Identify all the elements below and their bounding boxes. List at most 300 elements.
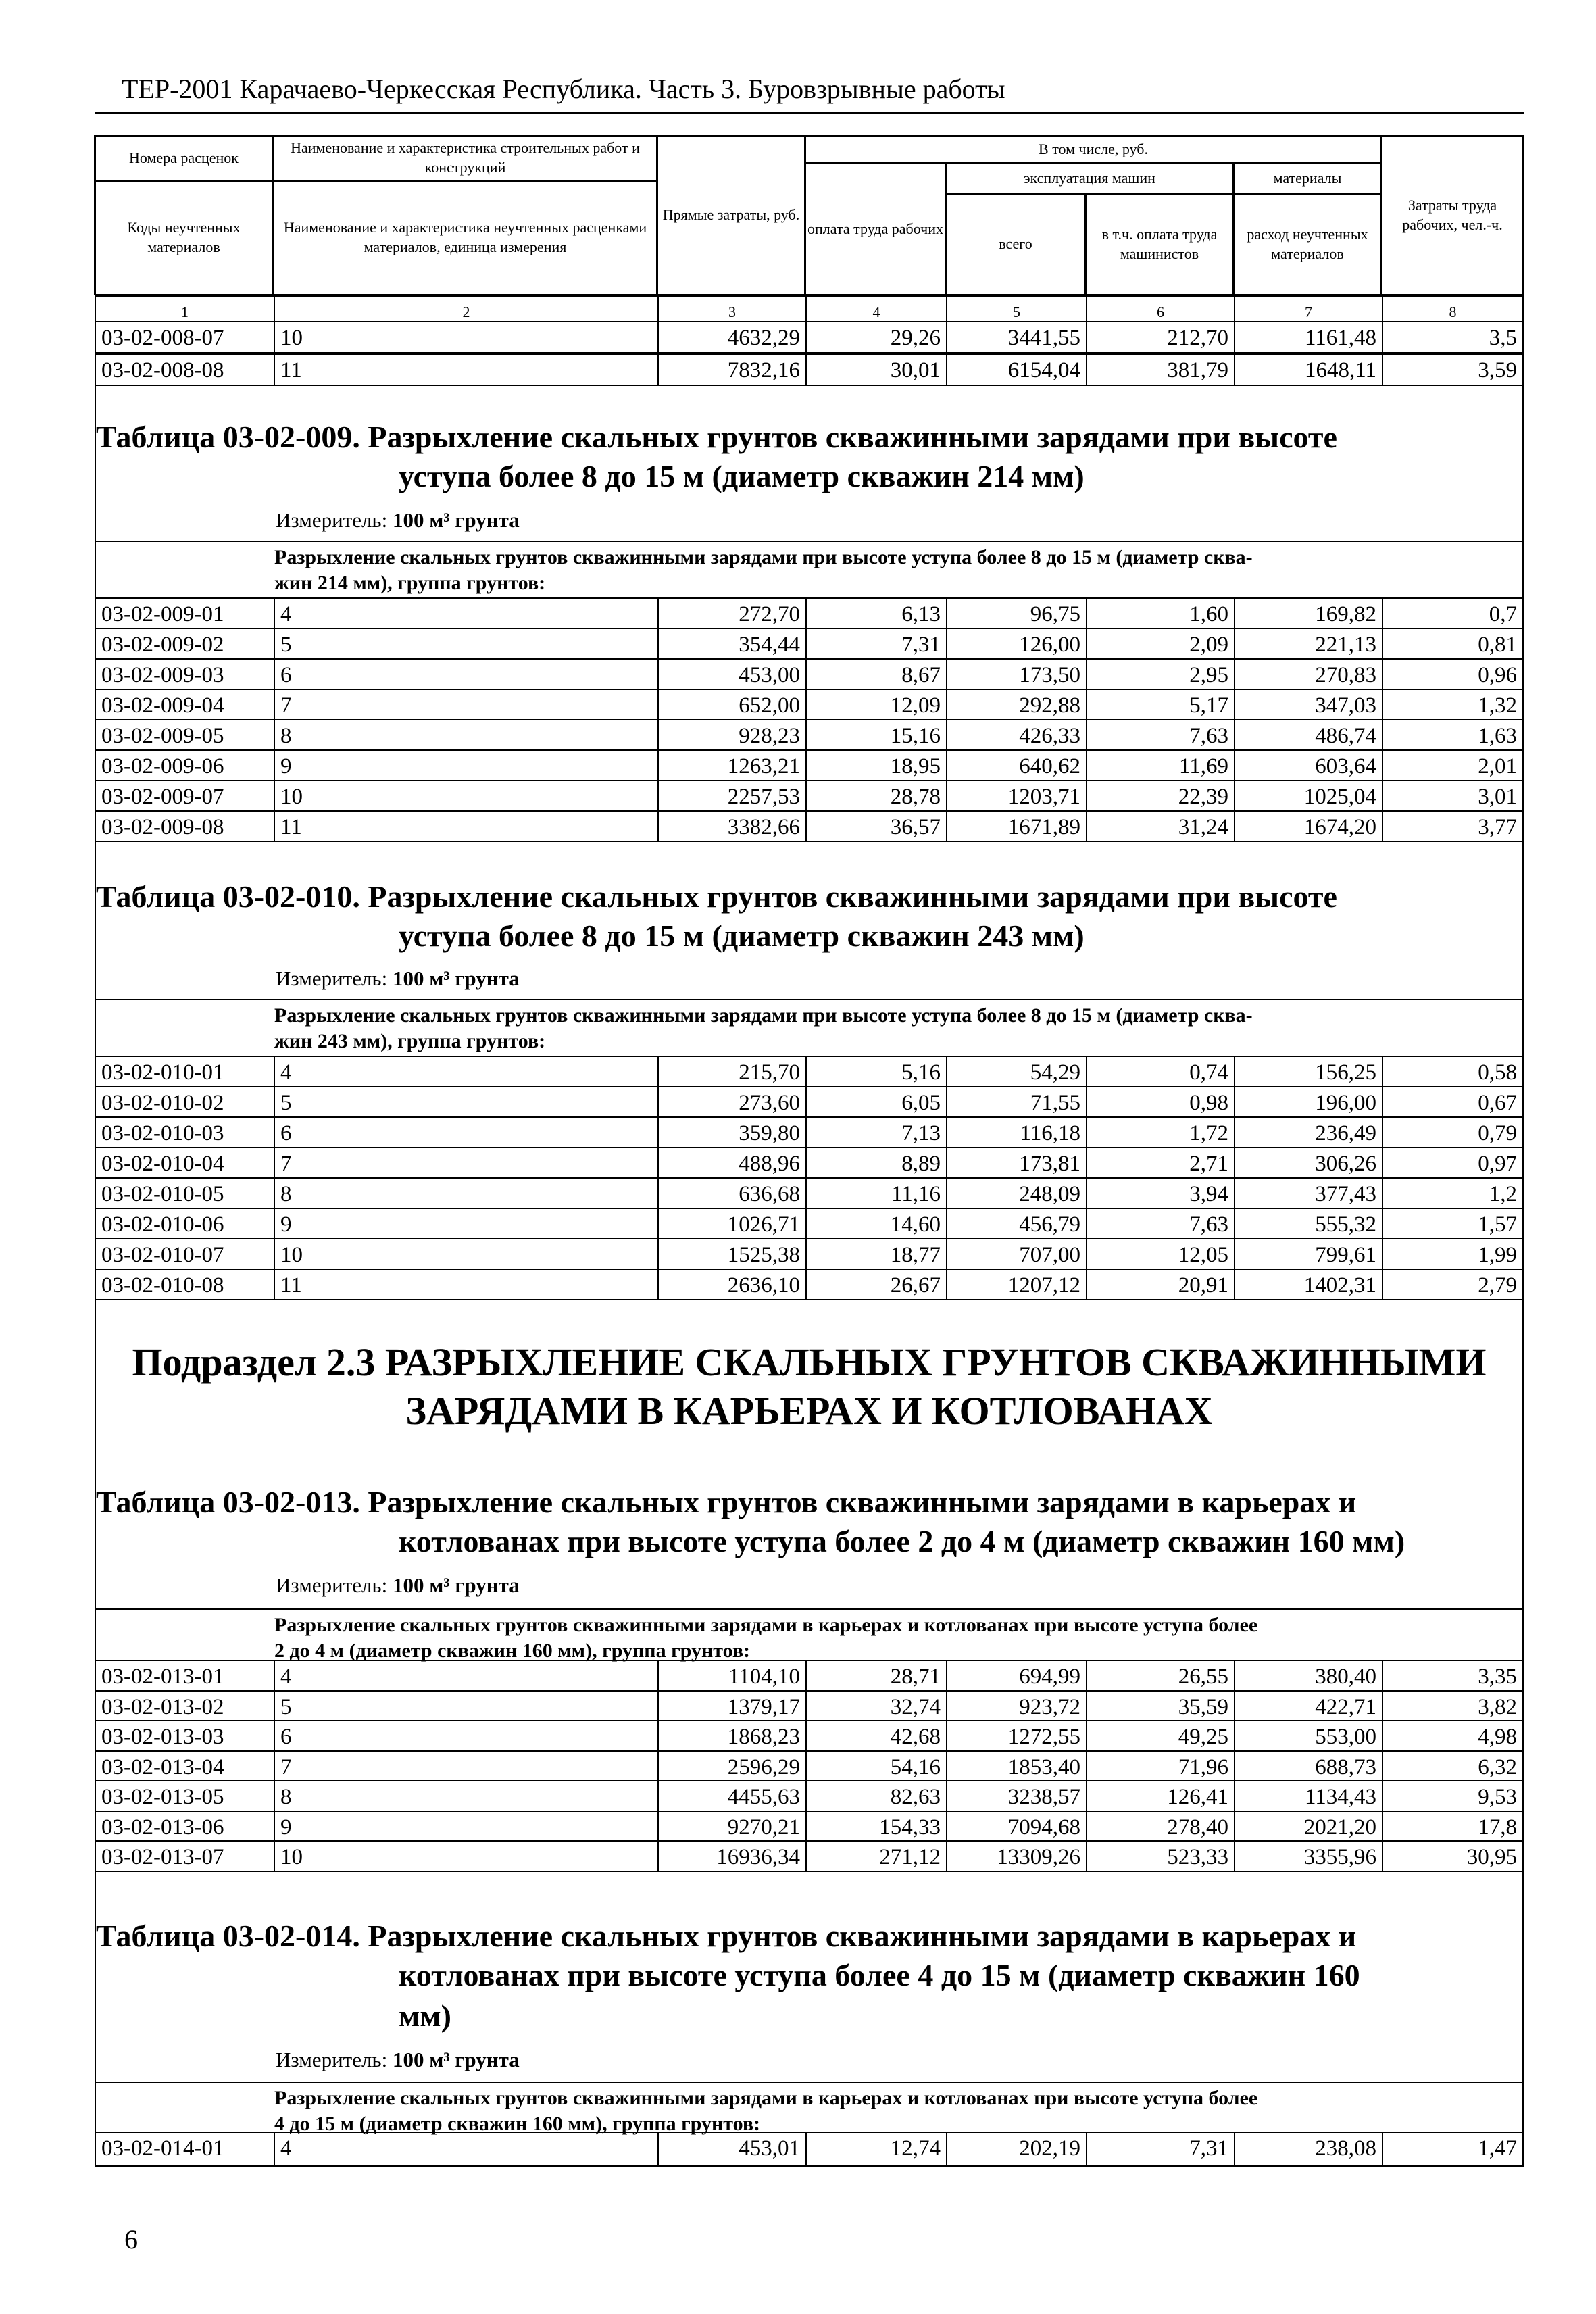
measure-unit [276,1573,520,1598]
table-cell: 15,16 [805,719,946,751]
table-cell: 31,24 [1086,810,1234,842]
table-label: Таблица 03-02-014. [96,1919,360,1953]
table-cell: 8,67 [805,658,946,690]
table-cell: 49,25 [1086,1720,1234,1752]
table-cell: 7,31 [805,628,946,660]
table-cell: 26,67 [805,1269,946,1300]
table-cell: 35,59 [1086,1690,1234,1722]
table-cell: 173,81 [946,1147,1086,1179]
section-caption-line: жин 243 мм), группа грунтов: [274,1030,546,1052]
table-row [95,1208,1524,1239]
table-cell: 2,09 [1086,628,1234,660]
table-cell: 9,53 [1382,1780,1524,1812]
table-cell: 1,60 [1086,597,1234,629]
col-rate-number-header: Номера расценок [94,135,274,181]
table-cell: 2,79 [1382,1269,1524,1300]
table-cell: 1263,21 [657,749,805,781]
table-cell: 694,99 [946,1660,1086,1692]
section-caption-line: Разрыхление скальных грунтов скважинными зарядами при высоте уступа более 8 до 15 м (диаметр сква- [274,1004,1253,1027]
table-cell: 486,74 [1234,719,1382,751]
table-cell: 236,49 [1234,1116,1382,1148]
column-number: 4 [805,295,946,322]
table-cell: 3,01 [1382,780,1524,812]
table-cell: 1402,31 [1234,1269,1382,1300]
measure-value: 100 м³ грунта [392,2048,520,2071]
section-caption-line: жин 214 мм), группа грунтов: [274,572,546,594]
table-title-line: мм) [399,1998,451,2033]
table-cell: 688,73 [1234,1750,1382,1782]
column-number: 5 [946,295,1086,322]
table-row [95,1811,1524,1842]
table-cell: 03-02-009-01 [95,597,274,629]
table-cell: 03-02-008-08 [95,353,274,386]
table-cell: 7,31 [1086,2132,1234,2167]
table-row [95,1116,1524,1148]
table-cell: 11 [274,353,657,386]
table-row [95,1690,1524,1722]
table-cell: 17,8 [1382,1811,1524,1842]
table-cell: 13309,26 [946,1840,1086,1872]
table-cell: 1025,04 [1234,780,1382,812]
table-row [95,597,1524,629]
table-cell: 1207,12 [946,1269,1086,1300]
table-cell: 71,55 [946,1086,1086,1118]
table-cell: 12,05 [1086,1238,1234,1270]
table-cell: 3238,57 [946,1780,1086,1812]
table-cell: 30,01 [805,353,946,386]
table-cell: 1674,20 [1234,810,1382,842]
table-cell: 5 [274,1690,657,1722]
table-cell: 11 [274,810,657,842]
header-divider [95,112,1524,114]
table-cell: 707,00 [946,1238,1086,1270]
running-header: ТЕР-2001 Карачаево-Черкесская Республика. Часть 3. Буровзрывные работы [122,74,1005,104]
table-cell: 03-02-008-07 [95,321,274,353]
table-row [95,658,1524,690]
page-number: 6 [124,2224,138,2255]
table-cell: 248,09 [946,1177,1086,1209]
table-cell: 4,98 [1382,1720,1524,1752]
section-caption [95,2082,1524,2137]
table-cell: 154,33 [805,1811,946,1842]
table-cell: 28,71 [805,1660,946,1692]
table-cell: 36,57 [805,810,946,842]
table-cell: 03-02-010-08 [95,1269,274,1300]
table-cell: 2596,29 [657,1750,805,1782]
table-cell: 18,95 [805,749,946,781]
table-cell: 0,81 [1382,628,1524,660]
table-cell: 8 [274,1780,657,1812]
table-cell: 4632,29 [657,321,805,353]
table-cell: 0,67 [1382,1086,1524,1118]
table-cell: 8 [274,1177,657,1209]
table-cell: 173,50 [946,658,1086,690]
table-cell: 03-02-009-08 [95,810,274,842]
table-cell: 377,43 [1234,1177,1382,1209]
table-cell: 9 [274,749,657,781]
table-cell: 0,58 [1382,1056,1524,1087]
table-cell: 652,00 [657,689,805,720]
table-cell: 03-02-009-05 [95,719,274,751]
table-row [95,2132,1524,2167]
table-cell: 169,82 [1234,597,1382,629]
col-material-name-header: Наименование и характеристика неучтенных расценками материалов, единица измерения [273,180,657,295]
table-cell: 270,83 [1234,658,1382,690]
table-cell: 0,74 [1086,1056,1234,1087]
table-label: Таблица 03-02-013. [96,1485,360,1519]
table-title-line: уступа более 8 до 15 м (диаметр скважин 214 мм) [399,459,1084,493]
table-cell: 553,00 [1234,1720,1382,1752]
col-group-header: В том числе, руб. [805,135,1382,164]
table-cell: 28,78 [805,780,946,812]
table-row [95,1720,1524,1752]
table-cell: 7 [274,1750,657,1782]
table-cell: 1379,17 [657,1690,805,1722]
table-cell: 10 [274,1840,657,1872]
table-row [95,1840,1524,1872]
table-cell: 1648,11 [1234,353,1382,386]
table-cell: 3,94 [1086,1177,1234,1209]
table-cell: 03-02-013-07 [95,1840,274,1872]
section-caption [95,541,1524,596]
table-cell: 9 [274,1811,657,1842]
table-cell: 3382,66 [657,810,805,842]
col-material-usage-header: расход неучтенных материалов [1233,193,1382,295]
table-cell: 488,96 [657,1147,805,1179]
table-cell: 215,70 [657,1056,805,1087]
table-cell: 4455,63 [657,1780,805,1812]
table-cell: 7 [274,1147,657,1179]
column-number: 2 [274,295,657,322]
table-cell: 2257,53 [657,780,805,812]
table-cell: 1272,55 [946,1720,1086,1752]
table-cell: 03-02-010-02 [95,1086,274,1118]
table-cell: 0,7 [1382,597,1524,629]
table-cell: 271,12 [805,1840,946,1872]
table-cell: 0,98 [1086,1086,1234,1118]
table-title-line [96,1918,1356,1954]
table-row [95,780,1524,812]
table-title-line: котлованах при высоте уступа более 4 до 15 м (диаметр скважин 160 [399,1958,1360,1992]
table-title-text: Разрыхление скальных грунтов скважинными зарядами при высоте [368,420,1337,454]
table-row [95,1660,1524,1692]
table-cell: 11,16 [805,1177,946,1209]
section-caption [95,1608,1524,1664]
table-title-text: Разрыхление скальных грунтов скважинными зарядами в карьерах и [368,1485,1357,1519]
table-cell: 1671,89 [946,810,1086,842]
table-cell: 20,91 [1086,1269,1234,1300]
table-cell: 54,16 [805,1750,946,1782]
table-cell: 2021,20 [1234,1811,1382,1842]
table-cell: 3,35 [1382,1660,1524,1692]
table-cell: 7832,16 [657,353,805,386]
table-cell: 16936,34 [657,1840,805,1872]
table-cell: 10 [274,1238,657,1270]
table-cell: 1,32 [1382,689,1524,720]
table-cell: 636,68 [657,1177,805,1209]
table-cell: 03-02-010-06 [95,1208,274,1239]
table-cell: 9270,21 [657,1811,805,1842]
table-cell: 7094,68 [946,1811,1086,1842]
table-cell: 71,96 [1086,1750,1234,1782]
table-cell: 126,00 [946,628,1086,660]
table-cell: 10 [274,321,657,353]
table-row [95,1086,1524,1118]
measure-unit [276,966,520,991]
table-cell: 03-02-009-02 [95,628,274,660]
table-cell: 14,60 [805,1208,946,1239]
table-row [95,749,1524,781]
table-cell: 4 [274,1660,657,1692]
table-cell: 54,29 [946,1056,1086,1087]
table-row [95,1269,1524,1300]
table-cell: 2,95 [1086,658,1234,690]
table-row [95,1780,1524,1812]
col-machines-header: эксплуатация машин [945,163,1234,194]
table-cell: 12,74 [805,2132,946,2167]
table-row [95,353,1524,386]
table-cell: 799,61 [1234,1238,1382,1270]
table-cell: 6,05 [805,1086,946,1118]
col-machines-total-header: всего [945,193,1086,295]
table-cell: 1134,43 [1234,1780,1382,1812]
table-cell: 1525,38 [657,1238,805,1270]
table-row [95,689,1524,720]
table-cell: 03-02-013-04 [95,1750,274,1782]
table-cell: 1853,40 [946,1750,1086,1782]
table-cell: 3,82 [1382,1690,1524,1722]
table-cell: 202,19 [946,2132,1086,2167]
table-label: Таблица 03-02-010. [96,879,360,914]
table-cell: 359,80 [657,1116,805,1148]
table-cell: 381,79 [1086,353,1234,386]
table-cell: 03-02-013-06 [95,1811,274,1842]
table-cell: 4 [274,2132,657,2167]
table-cell: 96,75 [946,597,1086,629]
table-cell: 273,60 [657,1086,805,1118]
measure-label: Измеритель: [276,966,388,990]
table-cell: 126,41 [1086,1780,1234,1812]
table-cell: 2636,10 [657,1269,805,1300]
table-cell: 30,95 [1382,1840,1524,1872]
table-cell: 26,55 [1086,1660,1234,1692]
table-cell: 22,39 [1086,780,1234,812]
column-number: 8 [1382,295,1524,322]
measure-value: 100 м³ грунта [392,508,520,532]
table-cell: 7,63 [1086,1208,1234,1239]
table-title-text: Разрыхление скальных грунтов скважинными зарядами при высоте [368,879,1337,914]
table-row [95,1750,1524,1782]
table-cell: 7,63 [1086,719,1234,751]
table-cell: 6,13 [805,597,946,629]
table-cell: 380,40 [1234,1660,1382,1692]
measure-label: Измеритель: [276,1573,388,1597]
table-cell: 453,00 [657,658,805,690]
table-cell: 18,77 [805,1238,946,1270]
column-number: 3 [657,295,805,322]
table-cell: 272,70 [657,597,805,629]
table-cell: 6154,04 [946,353,1086,386]
table-cell: 1203,71 [946,780,1086,812]
table-cell: 4 [274,1056,657,1087]
measure-label: Измеритель: [276,2048,388,2071]
table-cell: 5 [274,1086,657,1118]
table-cell: 221,13 [1234,628,1382,660]
table-cell: 03-02-013-02 [95,1690,274,1722]
table-label: Таблица 03-02-009. [96,420,360,454]
table-cell: 03-02-009-03 [95,658,274,690]
table-cell: 03-02-013-03 [95,1720,274,1752]
table-cell: 347,03 [1234,689,1382,720]
table-cell: 12,09 [805,689,946,720]
table-cell: 42,68 [805,1720,946,1752]
table-cell: 7,13 [805,1116,946,1148]
table-cell: 3,59 [1382,353,1524,386]
table-cell: 0,97 [1382,1147,1524,1179]
table-cell: 196,00 [1234,1086,1382,1118]
section-caption-line: 2 до 4 м (диаметр скважин 160 мм), группа грунтов: [274,1640,751,1662]
section-caption-line: Разрыхление скальных грунтов скважинными зарядами в карьерах и котлованах при высоте уступа более [274,1614,1258,1636]
column-number: 1 [95,295,274,322]
table-cell: 4 [274,597,657,629]
table-title-line [96,1484,1356,1520]
column-number-row-cells [95,295,1524,322]
table-cell: 6 [274,1116,657,1148]
table-cell: 03-02-009-06 [95,749,274,781]
table-cell: 7 [274,689,657,720]
table-cell: 10 [274,780,657,812]
section-caption [95,999,1524,1054]
table-cell: 306,26 [1234,1147,1382,1179]
table-cell: 1104,10 [657,1660,805,1692]
table-cell: 5,17 [1086,689,1234,720]
col-materials-header: материалы [1233,163,1382,194]
table-cell: 03-02-009-07 [95,780,274,812]
table-cell: 0,79 [1382,1116,1524,1148]
table-cell: 2,71 [1086,1147,1234,1179]
table-cell: 1,72 [1086,1116,1234,1148]
table-row [95,321,1524,353]
table-row [95,1177,1524,1209]
table-cell: 212,70 [1086,321,1234,353]
column-number: 6 [1086,295,1234,322]
section-caption-line: 4 до 15 м (диаметр скважин 160 мм), группа грунтов: [274,2113,761,2135]
table-cell: 292,88 [946,689,1086,720]
table-cell: 456,79 [946,1208,1086,1239]
table-cell: 8,89 [805,1147,946,1179]
table-cell: 523,33 [1086,1840,1234,1872]
table-cell: 923,72 [946,1690,1086,1722]
table-cell: 1868,23 [657,1720,805,1752]
table-cell: 603,64 [1234,749,1382,781]
table-cell: 1161,48 [1234,321,1382,353]
table-row [95,628,1524,660]
table-cell: 116,18 [946,1116,1086,1148]
table-cell: 03-02-009-04 [95,689,274,720]
table-row [95,1238,1524,1270]
table-cell: 03-02-013-05 [95,1780,274,1812]
table-cell: 82,63 [805,1780,946,1812]
table-cell: 03-02-010-03 [95,1116,274,1148]
table-cell: 11 [274,1269,657,1300]
table-title-line: уступа более 8 до 15 м (диаметр скважин 243 мм) [399,918,1084,953]
measure-value: 100 м³ грунта [392,966,520,990]
table-cell: 29,26 [805,321,946,353]
table-cell: 03-02-010-07 [95,1238,274,1270]
table-cell: 1,63 [1382,719,1524,751]
table-title-text: Разрыхление скальных грунтов скважинными зарядами в карьерах и [368,1919,1357,1953]
table-cell: 1,47 [1382,2132,1524,2167]
table-cell: 3,5 [1382,321,1524,353]
table-row [95,810,1524,842]
col-direct-costs-header: Прямые затраты, руб. [657,135,805,295]
col-labor-pay-header: оплата труда рабочих [805,163,946,295]
table-cell: 1,57 [1382,1208,1524,1239]
col-machinist-pay-header: в т.ч. оплата труда машинистов [1085,193,1234,295]
table-title-line [96,419,1337,455]
subsection-heading-line1: Подраздел 2.3 РАЗРЫХЛЕНИЕ СКАЛЬНЫХ ГРУНТОВ СКВАЖИННЫМИ [132,1340,1487,1384]
col-material-code-header: Коды неучтенных материалов [94,180,274,295]
table-cell: 03-02-010-01 [95,1056,274,1087]
table-cell: 238,08 [1234,2132,1382,2167]
column-number: 7 [1234,295,1382,322]
table-cell: 6,32 [1382,1750,1524,1782]
table-cell: 0,96 [1382,658,1524,690]
table-row [95,1147,1524,1179]
table-title-line [96,879,1337,914]
table-cell: 6 [274,658,657,690]
table-cell: 453,01 [657,2132,805,2167]
table-cell: 156,25 [1234,1056,1382,1087]
measure-unit [276,2048,520,2072]
table-cell: 354,44 [657,628,805,660]
table-cell: 2,01 [1382,749,1524,781]
measure-unit [276,508,520,533]
table-cell: 5,16 [805,1056,946,1087]
table-cell: 1,2 [1382,1177,1524,1209]
table-title-line: котлованах при высоте уступа более 2 до 4 м (диаметр скважин 160 мм) [399,1524,1405,1558]
table-cell: 278,40 [1086,1811,1234,1842]
section-caption-line: Разрыхление скальных грунтов скважинными зарядами при высоте уступа более 8 до 15 м (диаметр сква- [274,546,1253,568]
table-cell: 03-02-010-05 [95,1177,274,1209]
table-cell: 555,32 [1234,1208,1382,1239]
col-work-name-header: Наименование и характеристика строительных работ и конструкций [273,135,657,181]
subsection-heading-line2: ЗАРЯДАМИ В КАРЬЕРАХ И КОТЛОВАНАХ [405,1389,1213,1433]
table-row [95,719,1524,751]
table-row [95,1056,1524,1087]
table-cell: 426,33 [946,719,1086,751]
col-labor-hours-header: Затраты труда рабочих, чел.-ч. [1381,135,1524,295]
table-cell: 03-02-014-01 [95,2132,274,2167]
section-caption-line: Разрыхление скальных грунтов скважинными зарядами в карьерах и котлованах при высоте уступа более [274,2087,1258,2109]
table-cell: 03-02-010-04 [95,1147,274,1179]
measure-label: Измеритель: [276,508,388,532]
table-cell: 1,99 [1382,1238,1524,1270]
table-cell: 3355,96 [1234,1840,1382,1872]
table-cell: 928,23 [657,719,805,751]
table-cell: 9 [274,1208,657,1239]
measure-value: 100 м³ грунта [392,1573,520,1597]
table-cell: 3,77 [1382,810,1524,842]
table-cell: 422,71 [1234,1690,1382,1722]
table-cell: 8 [274,719,657,751]
table-cell: 640,62 [946,749,1086,781]
table-cell: 5 [274,628,657,660]
table-cell: 3441,55 [946,321,1086,353]
table-cell: 11,69 [1086,749,1234,781]
table-cell: 6 [274,1720,657,1752]
table-cell: 1026,71 [657,1208,805,1239]
